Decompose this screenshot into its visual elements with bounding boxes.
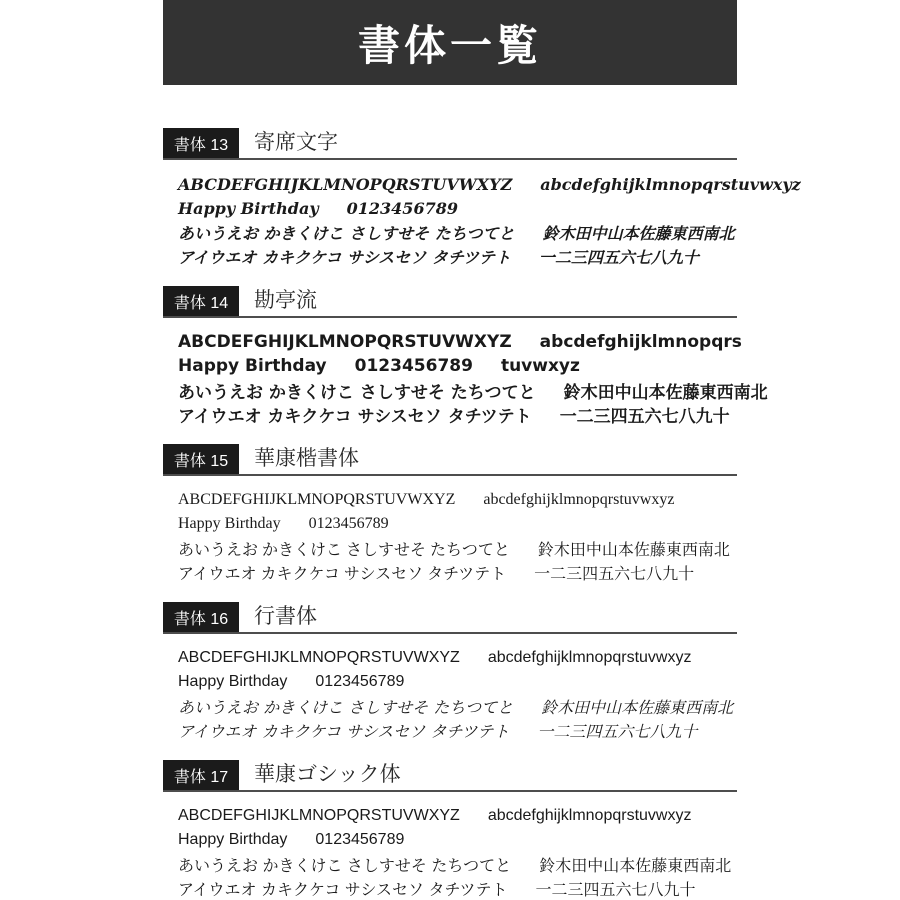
sample-text: Happy Birthday [178, 831, 288, 848]
sample-line [178, 402, 737, 426]
sample-line [178, 244, 737, 268]
sample-line [178, 354, 737, 378]
sample-text: 鈴木田中山本佐藤東西南北 [539, 857, 732, 875]
font-name: 寄席文字 [254, 131, 338, 154]
font-name: 勘亭流 [254, 289, 317, 312]
sample-text: ABCDEFGHIJKLMNOPQRSTUVWXYZ [178, 649, 460, 666]
sample-line [178, 718, 737, 742]
font-number-badge: 書体 14 [163, 286, 239, 316]
section-header [163, 444, 737, 476]
page-title: 書体一覧 [357, 21, 542, 69]
font-section [163, 286, 768, 427]
sample-text: 鈴木田中山本佐藤東西南北 [563, 382, 768, 403]
font-samples [163, 646, 737, 742]
sample-line [178, 694, 737, 718]
font-name: 行書体 [254, 605, 317, 628]
font-name: 華康楷書体 [254, 447, 359, 470]
sample-text: abcdefghijklmnopqrs [539, 332, 742, 352]
section-header [163, 286, 737, 318]
sample-text: Happy Birthday [178, 673, 288, 690]
sample-text: 0123456789 [308, 515, 389, 532]
sample-text: あいうえお かきくけこ さしすせそ たちつてと [178, 541, 510, 559]
sample-line [178, 670, 737, 694]
sample-line [178, 330, 742, 354]
sample-text: 鈴木田中山本佐藤東西南北 [537, 541, 730, 559]
sample-text: 一二三四五六七八九十 [559, 406, 730, 427]
sample-line [178, 852, 737, 876]
sample-line [178, 560, 737, 584]
sample-text: 0123456789 [315, 673, 405, 690]
sample-text: 鈴木田中山本佐藤東西南北 [541, 697, 734, 717]
font-number-badge: 書体 13 [163, 128, 239, 158]
font-number-badge: 書体 16 [163, 602, 239, 632]
sample-line [178, 488, 737, 512]
sample-line [178, 196, 737, 220]
font-section [163, 128, 801, 268]
font-name: 華康ゴシック体 [254, 763, 401, 786]
sample-text: ABCDEFGHIJKLMNOPQRSTUVWXYZ [178, 491, 456, 508]
font-section [163, 760, 737, 900]
sample-text: ABCDEFGHIJKLMNOPQRSTUVWXYZ [178, 174, 513, 194]
font-samples [163, 804, 737, 900]
sample-text: アイウエオ カキクケコ サシスセソ タチツテト [178, 565, 507, 583]
sample-text: abcdefghijklmnopqrstuvwxyz [483, 491, 675, 508]
section-header [163, 602, 737, 634]
content-column [163, 0, 801, 900]
font-section [163, 602, 737, 742]
sample-line [178, 876, 737, 900]
sample-line [178, 828, 737, 852]
sample-text: 0123456789 [315, 831, 405, 848]
sample-text: 一二三四五六七八九十 [538, 247, 699, 267]
font-samples [163, 330, 768, 427]
sample-line [178, 646, 737, 670]
sample-text: あいうえお かきくけこ さしすせそ たちつてと [178, 223, 515, 243]
sample-text: 一二三四五六七八九十 [534, 565, 695, 583]
sample-text: abcdefghijklmnopqrstuvwxyz [540, 174, 801, 194]
sample-text: abcdefghijklmnopqrstuvwxyz [487, 649, 692, 666]
font-samples [163, 172, 801, 268]
sample-text: あいうえお かきくけこ さしすせそ たちつてと [178, 857, 512, 875]
sample-text: 鈴木田中山本佐藤東西南北 [542, 223, 735, 243]
sample-line [178, 378, 768, 403]
sample-text: 0123456789 [346, 198, 458, 218]
sample-text: abcdefghijklmnopqrstuvwxyz [487, 807, 692, 824]
sample-text: ABCDEFGHIJKLMNOPQRSTUVWXYZ [178, 807, 460, 824]
sample-text: アイウエオ カキクケコ サシスセソ タチツテト [178, 721, 510, 741]
sample-text: 0123456789 [354, 356, 473, 376]
sample-line [178, 220, 737, 244]
sample-line [178, 536, 737, 560]
sample-line [178, 512, 737, 536]
sample-text: あいうえお かきくけこ さしすせそ たちつてと [178, 697, 514, 717]
sample-text: あいうえお かきくけこ さしすせそ たちつてと [178, 382, 536, 403]
sample-text: 一二三四五六七八九十 [537, 721, 698, 741]
sample-text: アイウエオ カキクケコ サシスセソ タチツテト [178, 881, 508, 899]
font-section [163, 444, 737, 584]
font-sections [163, 85, 801, 900]
sample-line [178, 804, 737, 828]
font-number-badge: 書体 17 [163, 760, 239, 790]
font-samples [163, 488, 737, 584]
sample-text: アイウエオ カキクケコ サシスセソ タチツテト [178, 406, 532, 427]
font-number-badge: 書体 15 [163, 444, 239, 474]
sample-text: tuvwxyz [500, 356, 580, 376]
sample-text: アイウエオ カキクケコ サシスセソ タチツテト [178, 247, 511, 267]
sample-text: 一二三四五六七八九十 [535, 881, 696, 899]
sample-line [178, 172, 801, 196]
sample-text: Happy Birthday [178, 198, 319, 218]
sample-text: ABCDEFGHIJKLMNOPQRSTUVWXYZ [178, 332, 512, 352]
section-header [163, 760, 737, 792]
page-header [163, 0, 737, 85]
sample-text: Happy Birthday [178, 515, 281, 532]
section-header [163, 128, 737, 160]
sample-text: Happy Birthday [178, 356, 327, 376]
